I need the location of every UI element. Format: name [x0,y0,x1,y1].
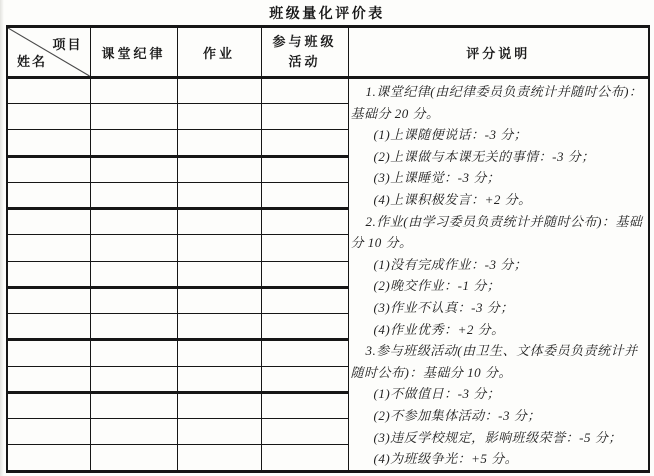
scoring-line: (2)上课做与本课无关的事情：-3 分； [373,148,595,164]
empty-cell [261,182,348,208]
scoring-line: 基础分 20 分。 [350,105,440,121]
empty-cell [90,314,177,340]
empty-cell [7,261,90,287]
empty-cell [177,130,261,156]
empty-cell [90,130,177,156]
scoring-line: 随时公布)：基础分 10 分。 [350,364,512,380]
scoring-line: (4)作业优秀：+2 分。 [373,321,505,337]
scoring-notes-cell [348,78,649,472]
empty-cell [177,419,261,445]
empty-cell [90,209,177,235]
empty-cell [90,287,177,313]
empty-cell [177,445,261,471]
scoring-line: 3.参与班级活动(由卫生、文体委员负责统计并 [365,343,638,359]
empty-cell [90,78,177,104]
scoring-line: 2.作业(由学习委员负责统计并随时公布)：基础 [365,213,643,229]
empty-cell [261,314,348,340]
scoring-line: (1)上课随便说话：-3 分； [373,127,528,143]
empty-cell [90,366,177,392]
evaluation-table [6,25,650,473]
empty-cell [7,366,90,392]
scoring-line: (3)作业不认真：-3 分； [373,299,514,315]
table-header-row [7,27,649,78]
empty-cell [90,340,177,366]
empty-cell [90,419,177,445]
empty-cell [7,78,90,104]
header-label-name: 姓名 [17,54,48,69]
empty-cell [261,287,348,313]
empty-cell [177,366,261,392]
empty-cell [177,104,261,130]
empty-cell [90,261,177,287]
empty-cell [7,156,90,182]
col-header-class-activities-line1: 参与班级 [272,34,337,49]
empty-cell [90,445,177,471]
empty-cell [7,182,90,208]
scoring-line: (4)上课积极发言：+2 分。 [373,191,532,207]
empty-cell [261,261,348,287]
empty-cell [90,182,177,208]
empty-cell [261,419,348,445]
empty-cell [261,104,348,130]
empty-cell [177,182,261,208]
empty-cell [261,130,348,156]
empty-cell [177,314,261,340]
empty-cell [90,104,177,130]
scoring-line: (1)没有完成作业：-3 分； [373,256,528,272]
empty-cell [177,287,261,313]
empty-cell [261,340,348,366]
empty-cell [261,366,348,392]
scoring-line: (3)上课睡觉：-3 分； [373,170,501,186]
col-header-homework: 作业 [177,27,261,78]
empty-cell [7,340,90,366]
col-header-class-activities [261,27,348,78]
empty-cell [177,261,261,287]
empty-cell [261,209,348,235]
empty-cell [90,235,177,261]
col-header-scoring-notes: 评分说明 [348,27,649,78]
empty-cell [7,209,90,235]
scoring-line: (2)晚交作业：-1 分； [373,278,501,294]
empty-cell [177,235,261,261]
empty-cell [177,156,261,182]
empty-cell [261,445,348,471]
scoring-line: (1)不做值日：-3 分； [373,386,501,402]
empty-cell [261,78,348,104]
empty-cell [7,445,90,471]
empty-cell [177,392,261,418]
empty-cell [90,156,177,182]
empty-cell [177,78,261,104]
page-title: 班级量化评价表 [269,5,385,21]
empty-cell [7,287,90,313]
empty-cell [261,392,348,418]
col-header-class-activities-line2: 活动 [288,54,321,69]
empty-cell [261,156,348,182]
empty-cell [7,392,90,418]
empty-cell [7,104,90,130]
scoring-line: 1.课堂纪律(由纪律委员负责统计并随时公布)： [365,84,643,99]
empty-cell [7,235,90,261]
col-header-classroom-discipline: 课堂纪律 [90,27,177,78]
empty-cell [261,235,348,261]
empty-cell [7,419,90,445]
empty-cell [90,392,177,418]
empty-cell [177,340,261,366]
scoring-line: (2)不参加集体活动：-3 分； [373,407,541,423]
scoring-line: (4)为班级争光：+5 分。 [373,451,519,467]
scoring-line: (3)违反学校规定，影响班级荣誉：-5 分； [373,429,622,445]
table-row [7,78,649,104]
header-label-project: 项目 [52,37,83,52]
empty-cell [7,130,90,156]
header-diagonal-cell [7,27,90,78]
empty-cell [7,314,90,340]
scoring-line: 分 10 分。 [350,235,413,251]
empty-cell [177,209,261,235]
